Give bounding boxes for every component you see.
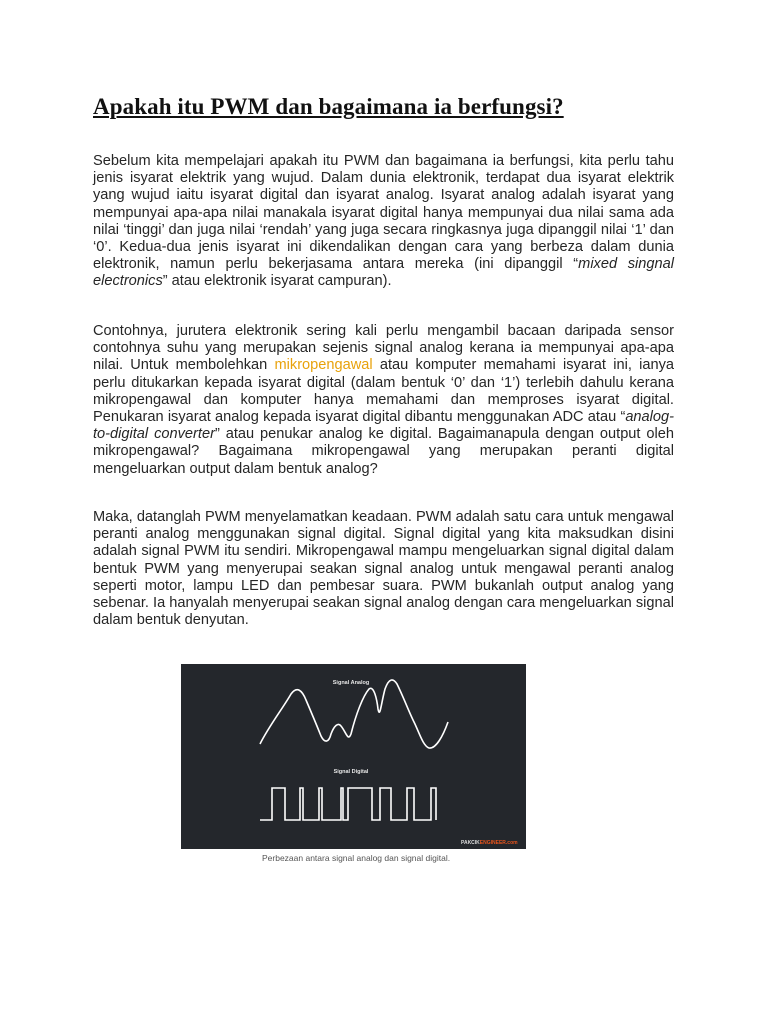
paragraph-text: ” atau elektronik isyarat campuran). (162, 273, 392, 290)
paragraph-text: Maka, datanglah PWM menyelamatkan keadaan. PWM adalah satu cara untuk mengawal peranti analog menggunakan signal digital. Signal digital yang kita maksudkan disini adalah signal PWM itu sendiri. Mikropengawal mampu mengeluarkan signal digital dalam bentuk PWM yang menyerupai seakan signal analog untuk mengawal peranti analog seperti motor, lampu LED dan pembesar suara. PWM bukanlah output analog yang sebenar. Ia hanyalah menyerupai seakan signal analog dengan cara mengeluarkan signal dalam bentuk denyutan. (93, 509, 674, 629)
italic-term: analog-to-digital converter (93, 409, 674, 443)
paragraph-pwm (93, 509, 674, 629)
signal-analog-label: Signal Analog (332, 680, 370, 686)
signal-illustration (181, 664, 526, 849)
paragraph-text: Sebelum kita mempelajari apakah itu PWM dan bagaimana ia berfungsi, kita perlu tahu jenis isyarat elektrik yang wujud. Dalam dunia elektronik, terdapat dua isyarat elektrik yang wujud iaitu isyarat digital dan isyarat analog. Isyarat analog adalah isyarat yang mempunyai apa-apa nilai manakala isyarat digital hanya mempunyai dua nilai sama ada nilai ‘tinggi’ dan juga nilai ‘rendah’ yang juga secara ringkasnya juga dipanggil nilai ‘1’ dan ‘0’. Kedua-dua jenis isyarat ini dikendalikan dengan cara yang berbeza dalam dunia elektronik, namun perlu bekerjasama antara mereka (ini dipanggil “ (93, 153, 674, 273)
signal-digital-label: Signal Digital (333, 769, 369, 775)
italic-term: mixed singnal electronics (93, 256, 674, 290)
paragraph-example (93, 323, 674, 478)
mikropengawal-link[interactable]: mikropengawal (274, 357, 373, 374)
signal-figure (181, 664, 526, 849)
analog-wave (260, 680, 448, 748)
paragraph-text: atau komputer memahami isyarat ini, ianya perlu ditukarkan kepada isyarat digital (dalam bentuk ‘0’ dan ‘1’) terlebih dahulu kerana mikropengawal dan komputer hanya memahami dan memproses isyarat digital. Penukaran isyarat analog kepada isyarat digital dibantu menggunakan ADC atau “ (93, 357, 674, 426)
paragraph-intro (93, 153, 674, 291)
figure-caption: Perbezaan antara signal analog dan signal digital. (262, 853, 451, 863)
paragraph-text: ” atau penukar analog ke digital. Bagaimanapula dengan output oleh mikropengawal? Bagaimana mikropengawal yang merupakan peranti digital mengeluarkan output dalam bentuk analog? (93, 426, 675, 477)
paragraph-text: Contohnya, jurutera elektronik sering kali perlu mengambil bacaan daripada sensor contohnya suhu yang merupakan sejenis signal analog kerana ia mempunyai apa-apa nilai. Untuk membolehkan (93, 323, 674, 374)
watermark-logo: PAKCIKENGINEER.com (461, 840, 518, 846)
digital-wave (260, 788, 436, 820)
page-title: Apakah itu PWM dan bagaimana ia berfungsi? (93, 94, 564, 119)
